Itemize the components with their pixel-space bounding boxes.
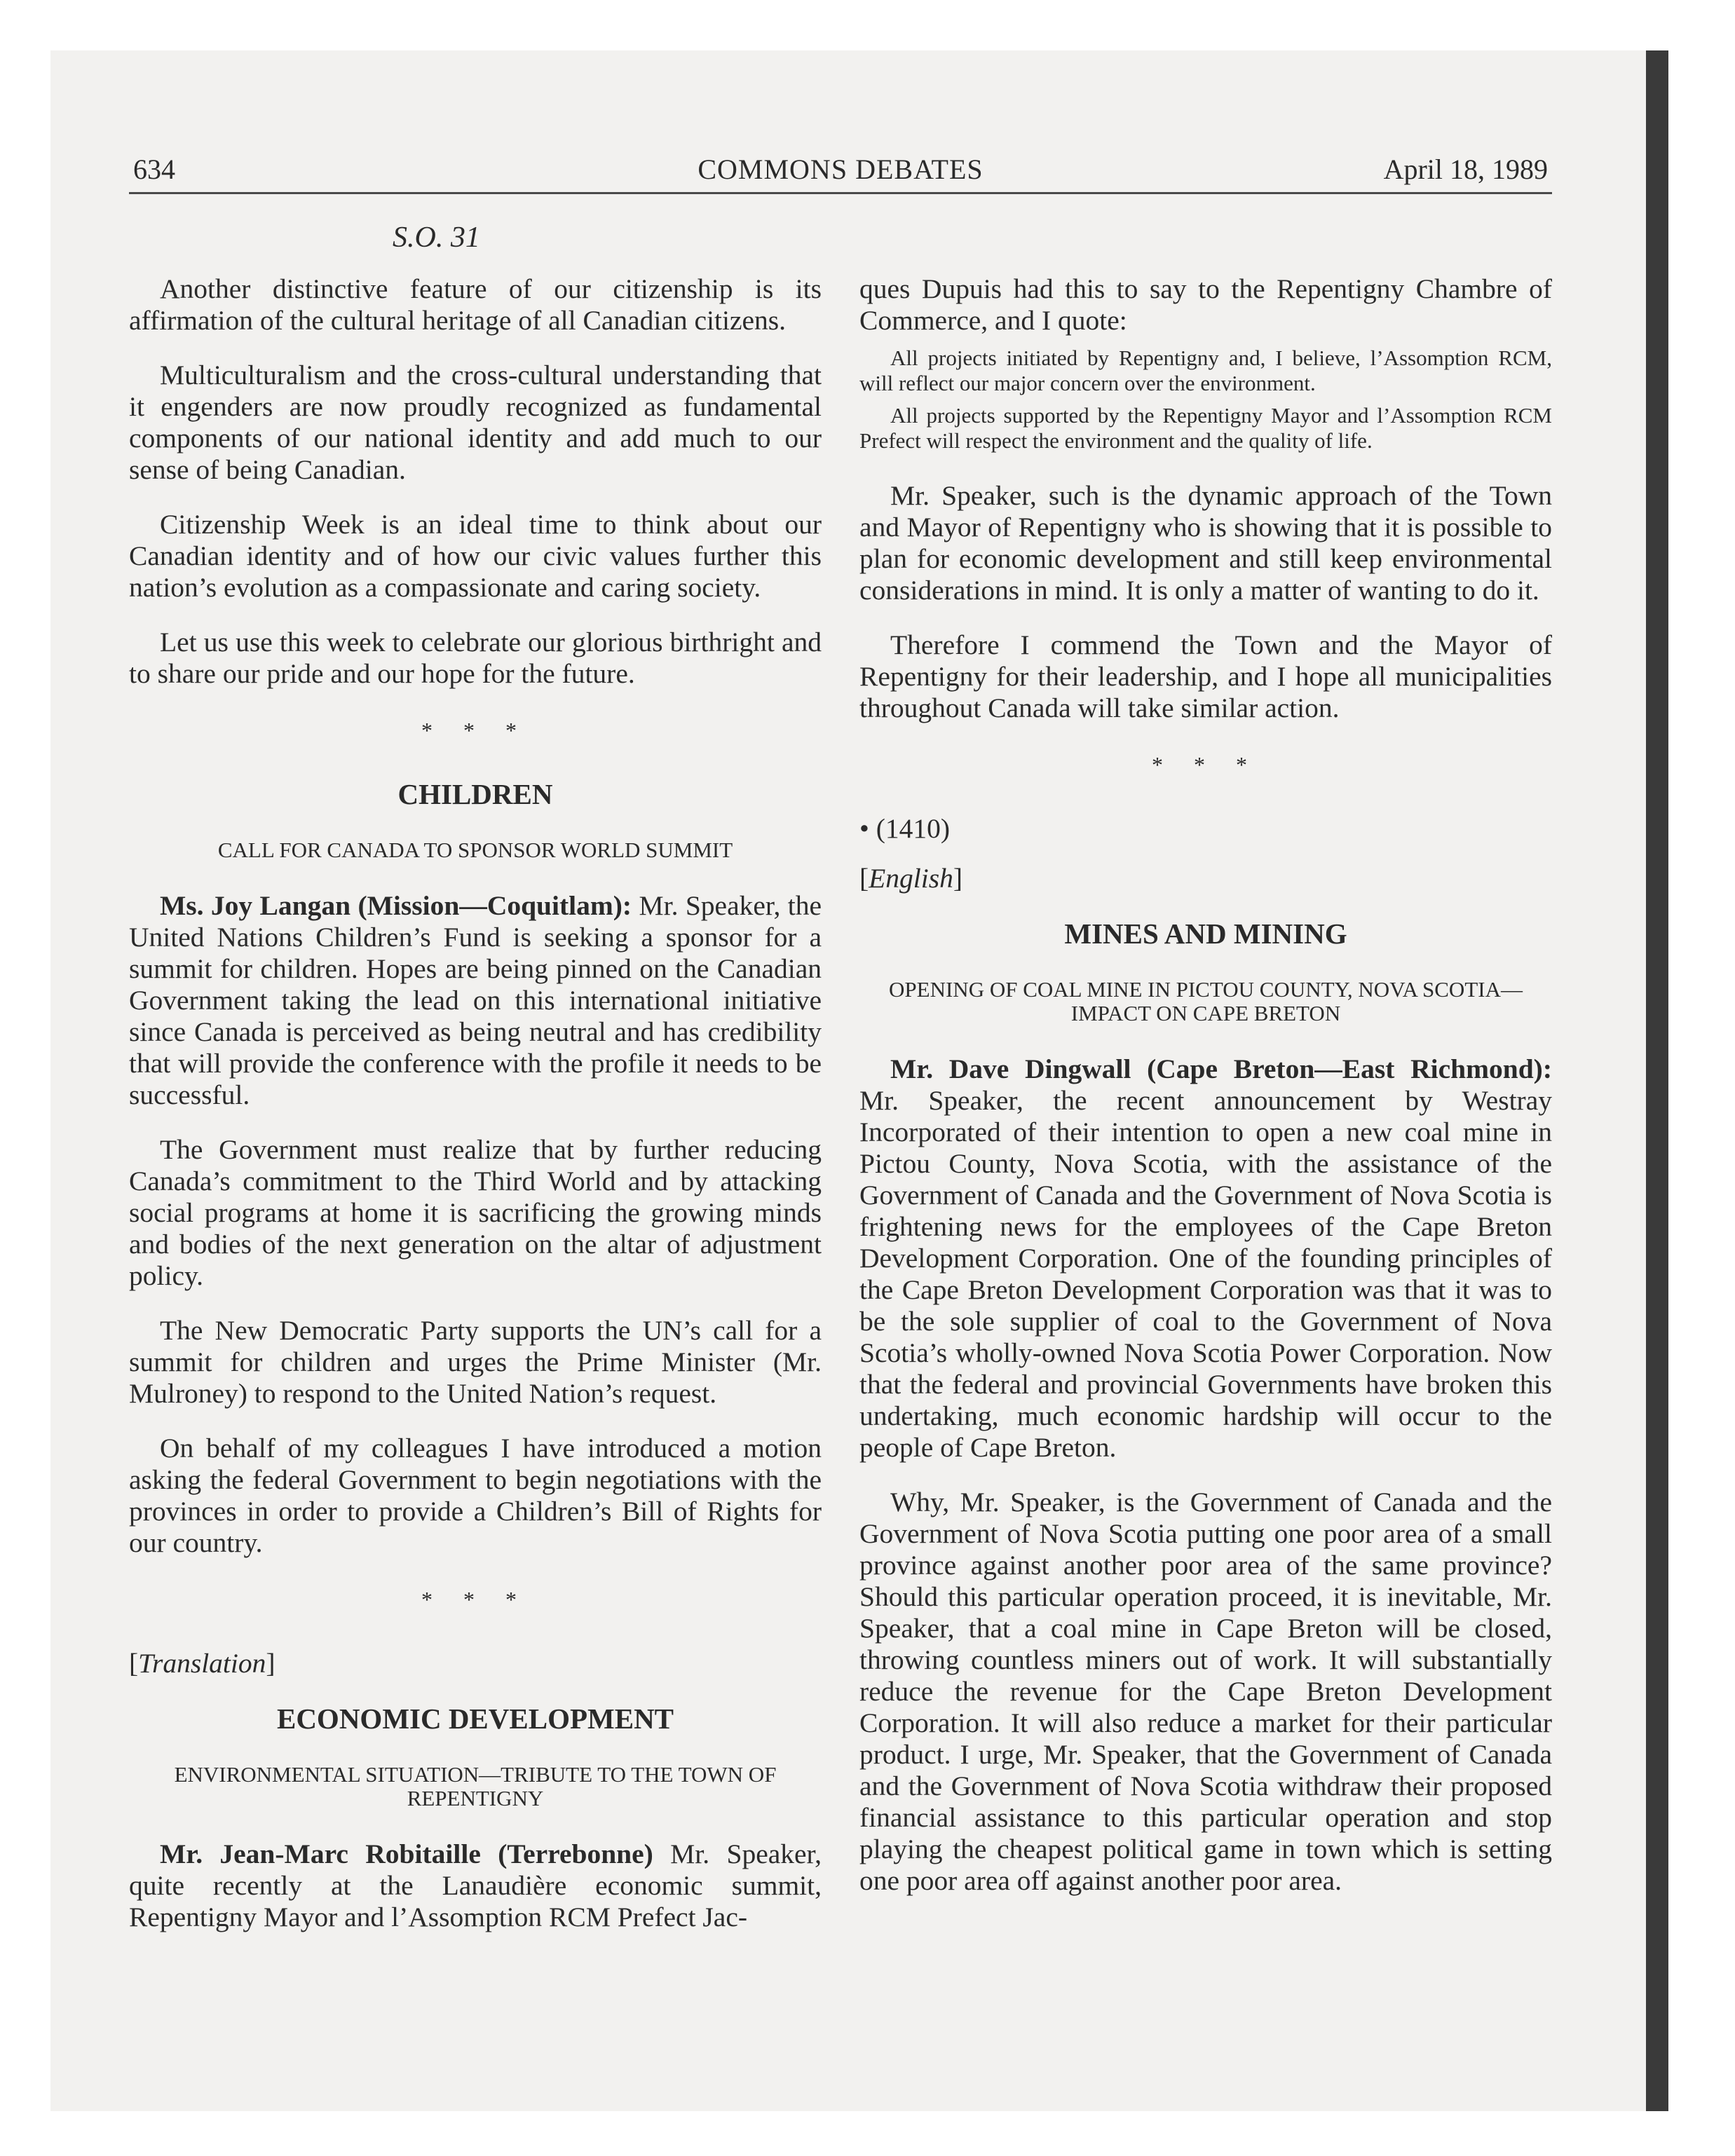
right-column — [859, 273, 1552, 1920]
subheading-mines: OPENING OF COAL MINE IN PICTOU COUNTY, NOVA SCOTIA—IMPACT ON CAPE BRETON — [889, 977, 1523, 1025]
block-quote: All projects supported by the Repentigny Mayor and l’Assomption RCM Prefect will respect the environment and the quality of life. — [859, 403, 1552, 453]
speaker-name: Ms. Joy Langan (Mission—Coquitlam): — [160, 890, 632, 921]
paragraph: Therefore I commend the Town and the Mayor of Repentigny for their leadership, and I hope all municipalities throughout Canada will take similar action. — [859, 629, 1552, 723]
paragraph: Why, Mr. Speaker, is the Government of Canada and the Government of Nova Scotia putting one poor area of a small province against another poor area of the same province? Should this particular operation proceed, it is inevitable, Mr. Speaker, that a coal mine in Cape Breton will be closed, throwing countless miners out of work. It will substantially reduce the revenue for the Cape Breton Development Corporation. It will also reduce a market for their particular product. I urge, Mr. Speaker, that the Government of Canada and the Government of Nova Scotia withdraw their proposed financial assistance to this particular operation and stop playing the cheapest political game in town which is setting one poor area off against another poor area. — [859, 1487, 1552, 1896]
section-separator: * * * — [421, 1587, 529, 1612]
section-label: S.O. 31 — [393, 221, 480, 254]
page-number: 634 — [133, 153, 175, 185]
paragraph: Mr. Speaker, such is the dynamic approach of the Town and Mayor of Repentigny who is showing that it is possible to plan for economic development and still keep environmental considerations in mind. It is only a matter of wanting to do it. — [859, 480, 1552, 606]
speech-text: Mr. Speaker, the United Nations Children’s Fund is seeking a sponsor for a summit for children. Hopes are being pinned on the Canadian Government taking the lead on this international initiative since Canada is perceived as being neutral and has credibility that will provide the conference with the profile it needs to be successful. — [129, 890, 822, 1110]
block-quote: All projects initiated by Repentigny and, I believe, l’Assomption RCM, will reflect our major concern over the environment. — [859, 346, 1552, 395]
left-column — [129, 273, 822, 1956]
paragraph: The Government must realize that by further reducing Canada’s commitment to the Third World and by attacking social programs at home it is sacrificing the growing minds and bodies of the next generation on the altar of adjustment policy. — [129, 1134, 822, 1291]
timestamp: • (1410) — [859, 813, 951, 844]
paragraph: ques Dupuis had this to say to the Repentigny Chambre of Commerce, and I quote: — [859, 273, 1552, 336]
speech-paragraph — [129, 890, 822, 1111]
paragraph: Let us use this week to celebrate our glorious birthright and to share our pride and our hope for the future. — [129, 627, 822, 689]
language-tag-text: Translation — [138, 1648, 266, 1679]
scan-edge-shadow — [1646, 50, 1668, 2111]
language-tag-text: English — [869, 863, 953, 894]
subheading-economic: ENVIRONMENTAL SITUATION—TRIBUTE TO THE TOWN OF REPENTIGNY — [174, 1762, 777, 1810]
publication-title: COMMONS DEBATES — [698, 153, 984, 185]
paragraph: Multiculturalism and the cross-cultural understanding that it engenders are now proudly recognized as fundamental components of our national identity and add much to our sense of being Canadian. — [129, 360, 822, 485]
section-separator: * * * — [1152, 752, 1260, 777]
speaker-name: Mr. Jean-Marc Robitaille (Terrebonne) — [160, 1838, 653, 1869]
speech-text: Mr. Speaker, quite recently at the Lanaudière economic summit, Repentigny Mayor and l’Assomption RCM Prefect Jac- — [129, 1838, 822, 1932]
section-separator: * * * — [421, 718, 529, 743]
section-heading-economic: ECONOMIC DEVELOPMENT — [276, 1703, 674, 1735]
language-tag: [Translation] — [129, 1648, 275, 1679]
paragraph: Citizenship Week is an ideal time to think about our Canadian identity and of how our civic values further this nation’s evolution as a compassionate and caring society. — [129, 509, 822, 603]
subheading-children: CALL FOR CANADA TO SPONSOR WORLD SUMMIT — [217, 838, 733, 862]
speaker-name: Mr. Dave Dingwall (Cape Breton—East Richmond): — [890, 1053, 1552, 1084]
paragraph: The New Democratic Party supports the UN’s call for a summit for children and urges the Prime Minister (Mr. Mulroney) to respond to the United Nation’s request. — [129, 1315, 822, 1409]
speech-paragraph — [129, 1838, 822, 1933]
paragraph: On behalf of my colleagues I have introduced a motion asking the federal Government to begin negotiations with the provinces in order to provide a Children’s Bill of Rights for our country. — [129, 1433, 822, 1558]
publication-date: April 18, 1989 — [1383, 153, 1548, 185]
section-heading-mines: MINES AND MINING — [1064, 917, 1347, 950]
speech-text: Mr. Speaker, the recent announcement by Westray Incorporated of their intention to open a new coal mine in Pictou County, Nova Scotia, with the assistance of the Government of Canada and the Government of Nova Scotia is frightening news for the employees of the Cape Breton Development Corporation. One of the founding principles of the Cape Breton Development Corporation was that it was to be the sole supplier of coal to the Government of Nova Scotia’s wholly-owned Nova Scotia Power Corporation. Now that the federal and provincial Governments have broken this undertaking, much economic hardship will occur to the people of Cape Breton. — [859, 1085, 1552, 1463]
language-tag: [English] — [859, 863, 963, 894]
page-header — [129, 153, 1552, 194]
paragraph: Another distinctive feature of our citizenship is its affirmation of the cultural heritage of all Canadian citizens. — [129, 273, 822, 336]
speech-paragraph — [859, 1053, 1552, 1464]
section-heading-children: CHILDREN — [397, 778, 553, 810]
